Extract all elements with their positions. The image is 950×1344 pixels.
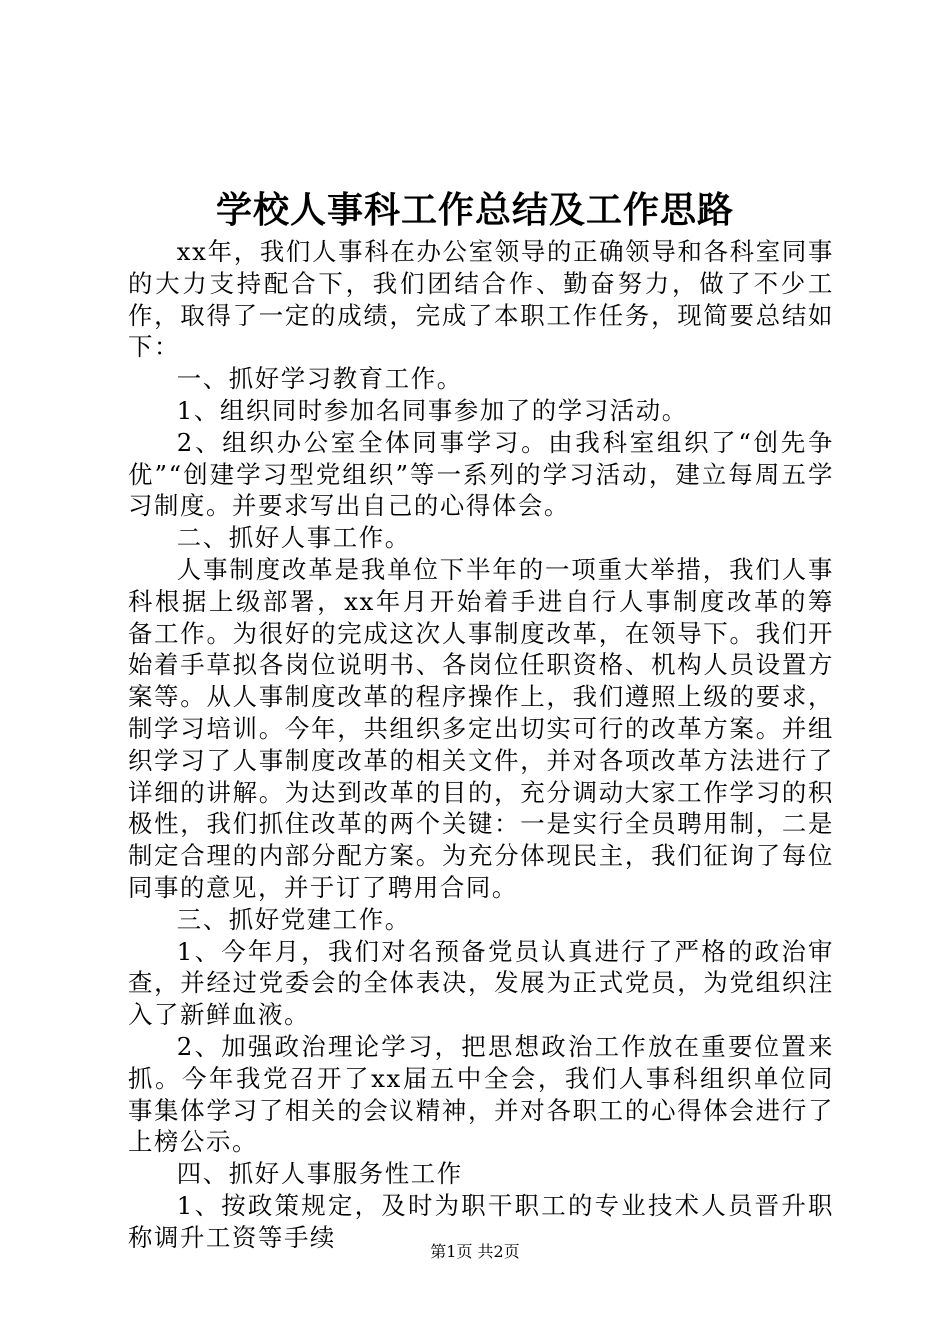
paragraph-intro: xx年，我们人事科在办公室领导的正确领导和各科室同事的大力支持配合下，我们团结合作、勤奋努力，做了不少工作，取得了一定的成绩，完成了本职工作任务，现简要总结如下：	[128, 237, 834, 362]
section-heading-2: 二、抓好人事工作。	[176, 523, 411, 553]
paragraph-3-1: 1、今年月，我们对名预备党员认真进行了严格的政治审查，并经过党委会的全体表决，发展为正式党员，为党组织注入了新鲜血液。	[128, 936, 834, 1030]
section-heading-3: 三、抓好党建工作。	[176, 904, 411, 934]
document-body	[128, 236, 834, 1254]
paragraph-3-2: 2、加强政治理论学习，把思想政治工作放在重要位置来抓。今年我党召开了xx届五中全会，我们人事科组织单位同事集体学习了相关的会议精神，并对各职工的心得体会进行了上榜公示。	[128, 1031, 834, 1157]
section-heading-4: 四、抓好人事服务性工作	[176, 1159, 463, 1189]
paragraph-1-2: 2、组织办公室全体同事学习。由我科室组织了“创先争优”“创建学习型党组织”等一系列的学习活动，建立每周五学习制度。并要求写出自己的心得体会。	[128, 427, 834, 521]
paragraph-2-1: 人事制度改革是我单位下半年的一项重大举措，我们人事科根据上级部署，xx年月开始着手进自行人事制度改革的筹备工作。为很好的完成这次人事制度改革，在领导下。我们开始着手草拟各岗位说明书、各岗位任职资格、机构人员设置方案等。从人事制度改革的程序操作上，我们遵照上级的要求，制学习培训。今年，共组织多定出切实可行的改革方案。并组织学习了人事制度改革的相关文件，并对各项改革方法进行了详细的讲解。为达到改革的目的，充分调动大家工作学习的积极性，我们抓住改革的两个关键：一是实行全员聘用制，二是制定合理的内部分配方案。为充分体现民主，我们征询了每位同事的意见，并于订了聘用合同。	[128, 554, 834, 902]
section-heading-1: 一、抓好学习教育工作。	[176, 364, 463, 394]
paragraph-1-1: 1、组织同时参加名同事参加了的学习活动。	[176, 395, 688, 425]
paragraph-4-1: 1、按政策规定，及时为职干职工的专业技术人员晋升职称调升工资等手续	[128, 1190, 834, 1252]
page-number-footer: 第1页 共2页	[430, 1242, 520, 1261]
document-title: 学校人事科工作总结及工作思路	[215, 189, 734, 231]
